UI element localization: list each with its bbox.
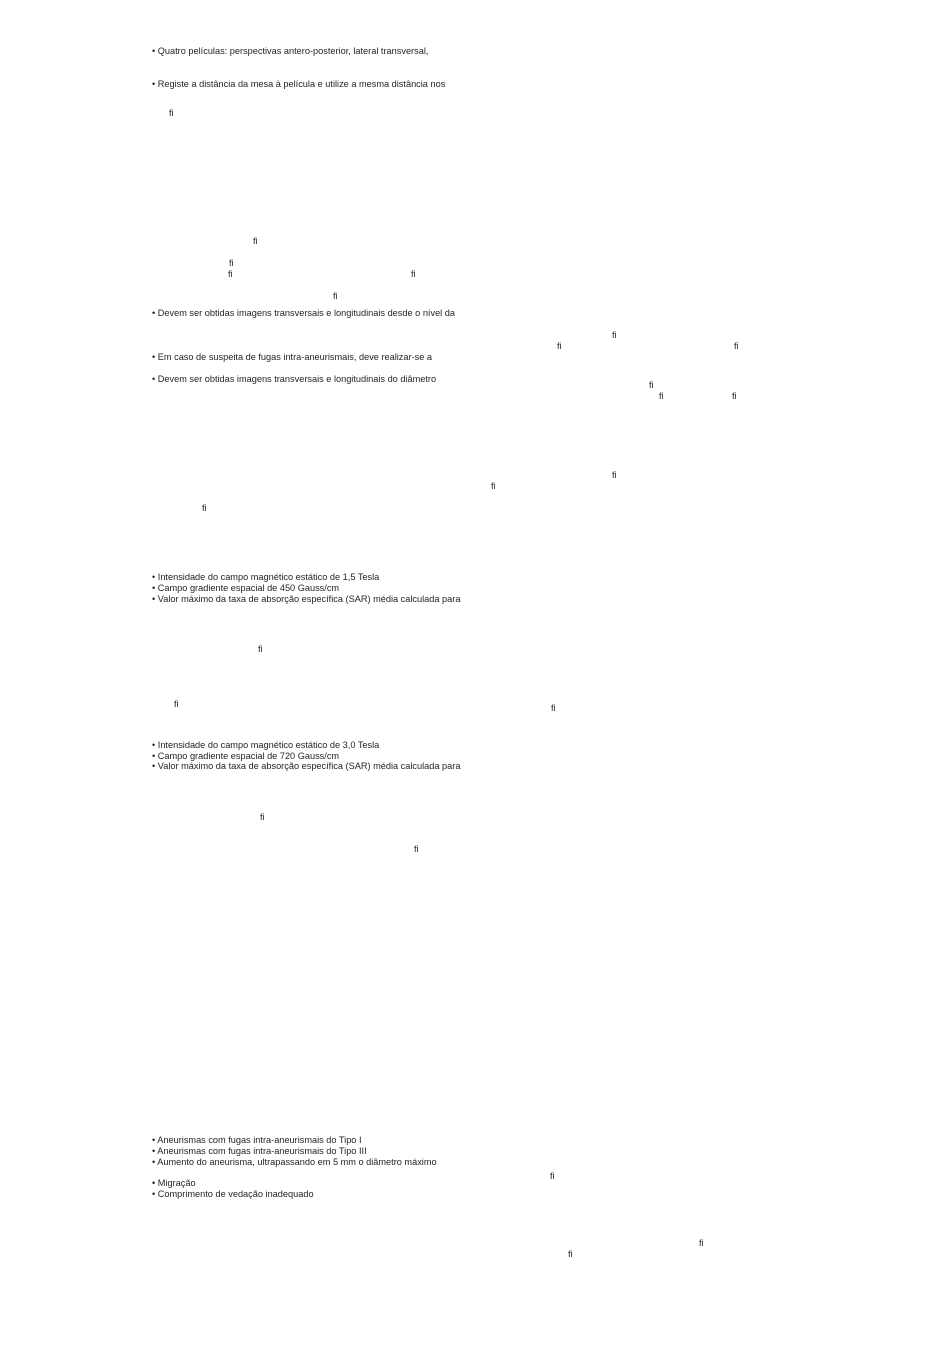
ligature-glyph: ﬁ [411, 269, 416, 279]
ligature-glyph: ﬁ [550, 1171, 555, 1181]
ligature-glyph: ﬁ [568, 1249, 573, 1259]
ligature-glyph: ﬁ [202, 503, 207, 513]
complication-seal-length: • Comprimento de vedação inadequado [152, 1189, 314, 1199]
mri-15-sar: • Valor máximo da taxa de absorção específica (SAR) média calculada para [152, 594, 461, 604]
ligature-glyph: ﬁ [258, 644, 263, 654]
ligature-glyph: ﬁ [228, 269, 233, 279]
ligature-glyph: ﬁ [699, 1238, 704, 1248]
ligature-glyph: ﬁ [732, 391, 737, 401]
ligature-glyph: ﬁ [734, 341, 739, 351]
ligature-glyph: ﬁ [557, 341, 562, 351]
ligature-glyph: ﬁ [260, 812, 265, 822]
bullet-transverse-level: • Devem ser obtidas imagens transversais e longitudinais desde o nível da [152, 308, 455, 318]
complication-migration: • Migração [152, 1178, 196, 1188]
complication-type-iii: • Aneurismas com fugas intra-aneurismais do Tipo III [152, 1146, 367, 1156]
ligature-glyph: ﬁ [612, 470, 617, 480]
ligature-glyph: ﬁ [253, 236, 258, 246]
ligature-glyph: ﬁ [169, 108, 174, 118]
ligature-glyph: ﬁ [414, 844, 419, 854]
mri-30-field-strength: • Intensidade do campo magnético estático de 3,0 Tesla [152, 740, 380, 750]
ligature-glyph: ﬁ [659, 391, 664, 401]
ligature-glyph: ﬁ [229, 258, 234, 268]
ligature-glyph: ﬁ [174, 699, 179, 709]
mri-15-gradient: • Campo gradiente espacial de 450 Gauss/cm [152, 583, 340, 593]
complication-type-i: • Aneurismas com fugas intra-aneurismais do Tipo I [152, 1135, 362, 1145]
bullet-four-films: • Quatro películas: perspectivas antero-posterior, lateral transversal, [152, 46, 429, 56]
ligature-glyph: ﬁ [551, 703, 556, 713]
complication-aneurysm-growth: • Aumento do aneurisma, ultrapassando em 5 mm o diâmetro máximo [152, 1157, 437, 1167]
bullet-table-distance: • Registe a distância da mesa à película e utilize a mesma distância nos [152, 79, 446, 89]
mri-30-sar: • Valor máximo da taxa de absorção específica (SAR) média calculada para [152, 761, 461, 771]
mri-30-gradient: • Campo gradiente espacial de 720 Gauss/cm [152, 751, 340, 761]
ligature-glyph: ﬁ [333, 291, 338, 301]
mri-15-field-strength: • Intensidade do campo magnético estático de 1,5 Tesla [152, 572, 380, 582]
bullet-endoleak-suspicion: • Em caso de suspeita de fugas intra-aneurismais, deve realizar-se a [152, 352, 432, 362]
ligature-glyph: ﬁ [649, 380, 654, 390]
ligature-glyph: ﬁ [491, 481, 496, 491]
ligature-glyph: ﬁ [612, 330, 617, 340]
bullet-transverse-diameter: • Devem ser obtidas imagens transversais e longitudinais do diâmetro [152, 374, 437, 384]
